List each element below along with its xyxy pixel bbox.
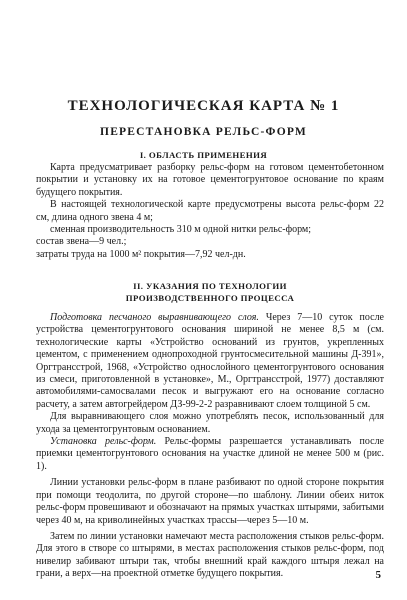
section1-paragraph-2: В настоящей технологической карте предусмотрены высота рельс-форм 22 см, длина одного звена 4 м;	[36, 199, 384, 223]
section2-paragraph-4: Линии установки рельс-форм в плане разбивают по одной стороне покрытия при помощи теодолита, по другой стороне—по шаблону. Линии обеих ниток рельс-форм провешивают и обозначают на прямых участках штырями, забитыми через 40 м, на криволинейных участках трассы—через 5—10 м.	[36, 477, 384, 526]
section2-paragraph-3-text: Рельс-формы разрешается устанавливать после приемки цементогрунтового основания на участке длиной не менее 500 м (рис. 1).	[36, 436, 384, 472]
section2-paragraph-2: Для выравнивающего слоя можно употреблять песок, использованный для ухода за цементогрунтовым основанием.	[36, 411, 384, 435]
document-title: ТЕХНОЛОГИЧЕСКАЯ КАРТА № 1	[67, 98, 340, 114]
page-number: 5	[375, 569, 381, 581]
section1-body	[36, 162, 384, 261]
section2-paragraph-3	[36, 436, 384, 473]
section1-paragraph-1: Карта предусматривает разборку рельс-форм на готовом цементобетонном покрытии и установку их на готовое цементогрунтовое основание по краям будущего покрытия.	[36, 162, 384, 198]
section2-heading	[36, 281, 384, 304]
section2-heading-line-2: ПРОИЗВОДСТВЕННОГО ПРОЦЕССА	[125, 292, 295, 303]
section2-body	[36, 281, 384, 581]
section1-line-productivity: сменная производительность 310 м одной нитки рельс-форм;	[50, 224, 312, 236]
section1-line-crew: состав звена—9 чел.;	[36, 236, 127, 248]
sand-layer-subheading: Подготовка песчаного выравнивающего слоя.	[50, 312, 259, 323]
section-title: ПЕРЕСТАНОВКА РЕЛЬС-ФОРМ	[100, 126, 307, 138]
section2-paragraph-5: Затем по линии установки намечают места расположения стыков рельс-форм. Для этого в створе со штырями, в местах расположения стыков рельс-форм, под нивелир забивают штыри так, чтобы внешний край каждого штыря лежал на грани, а верх—на проектной отметке будущего покрытия.	[36, 530, 384, 580]
section1-line-labor: затраты труда на 1000 м² покрытия—7,92 чел-дн.	[36, 248, 246, 260]
section2-paragraph-1	[36, 312, 384, 411]
section2-heading-line-1: II. УКАЗАНИЯ ПО ТЕХНОЛОГИИ	[133, 281, 287, 291]
rail-form-installation-subheading: Установка рельс-форм.	[50, 436, 157, 448]
section2-paragraph-1-text: Через 7—10 суток после устройства цементогрунтового основания шириной не менее 8,5 м (см. технологические карты «Устройство оснований из грунтов, укрепленных цементом, с применением однопроходной грунтосмесительной машины Д-391», Оргтрансстрой, 1968, «Устройство однослойного цементогрунтового основания из смеси, приготовленной в установке», М., Оргтрансстрой, 1977) доставляют автомобилями-самосвалами песок и выгружают его на основание согласно расчету, а затем автогрейдером ДЗ-99-2-2 разравнивают слоем толщиной 5 см.	[36, 312, 384, 410]
section1-heading: I. ОБЛАСТЬ ПРИМЕНЕНИЯ	[139, 150, 268, 160]
